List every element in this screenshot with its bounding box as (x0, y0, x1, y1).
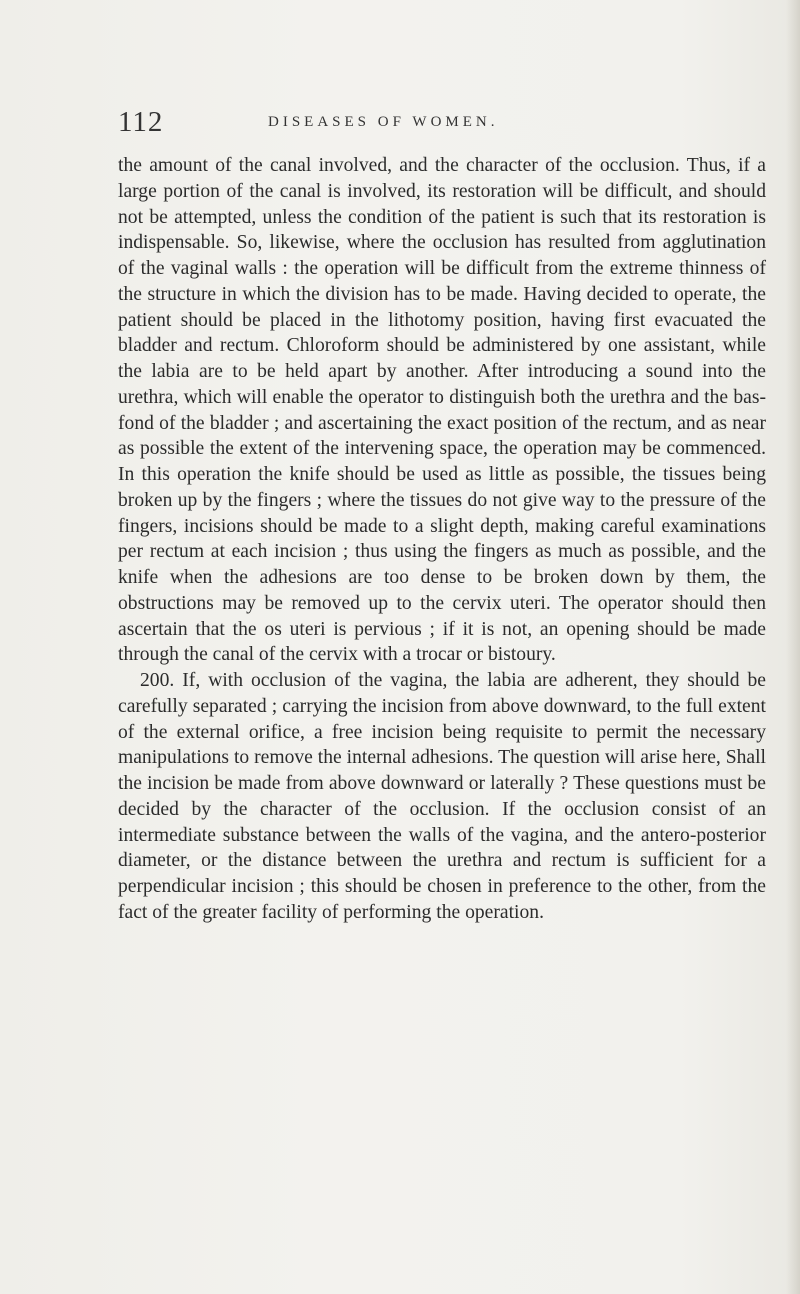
page-edge-shadow (786, 0, 800, 1294)
section-text: If, with occlusion of the vagina, the labia are adherent, they should be carefully separated ; carrying the incision from above downward, to the full extent of the external orifice, a free incision being requisite to permit the necessary manipulations to remove the internal adhesions. The question will arise here, Shall the incision be made from above downward or laterally ? These questions must be decided by the character of the occlusion. If the occlusion consist of an intermediate substance between the walls of the vagina, and the antero-posterior diameter, or the distance between the urethra and rectum is sufficient for a perpendicular incision ; this should be chosen in preference to the other, from the fact of the greater facility of performing the operation. (118, 670, 766, 923)
running-head: DISEASES OF WOMEN. (268, 114, 499, 130)
page-header (118, 106, 758, 146)
body-text (118, 153, 766, 926)
paragraph-continued: the amount of the canal involved, and the character of the occlusion. Thus, if a large portion of the canal is involved, its restoration will be difficult, and should not be attempted, unless the condition of the patient is such that its restoration is indispensable. So, likewise, where the occlusion has resulted from agglutination of the vaginal walls : the operation will be difficult from the extreme thinness of the structure in which the division has to be made. Having decided to operate, the patient should be placed in the lithotomy position, having first evacuated the bladder and rectum. Chloroform should be administered by one assistant, while the labia are to be held apart by another. After introducing a sound into the urethra, which will enable the operator to distinguish both the urethra and the bas-fond of the bladder ; and ascertaining the exact position of the rectum, and as near as possible the extent of the intervening space, the operation may be commenced. In this operation the knife should be used as little as possible, the tissues being broken up by the fingers ; where the tissues do not give way to the pressure of the fingers, incisions should be made to a slight depth, making careful examinations per rectum at each incision ; thus using the fingers as much as possible, and the knife when the adhesions are too dense to be broken down by them, the obstructions may be removed up to the cervix uteri. The operator should then ascertain that the os uteri is pervious ; if it is not, an opening should be made through the canal of the cervix with a trocar or bistoury. (118, 155, 766, 666)
section-number: 200. (140, 670, 175, 691)
page-number: 112 (118, 106, 164, 138)
section-200 (118, 668, 766, 926)
